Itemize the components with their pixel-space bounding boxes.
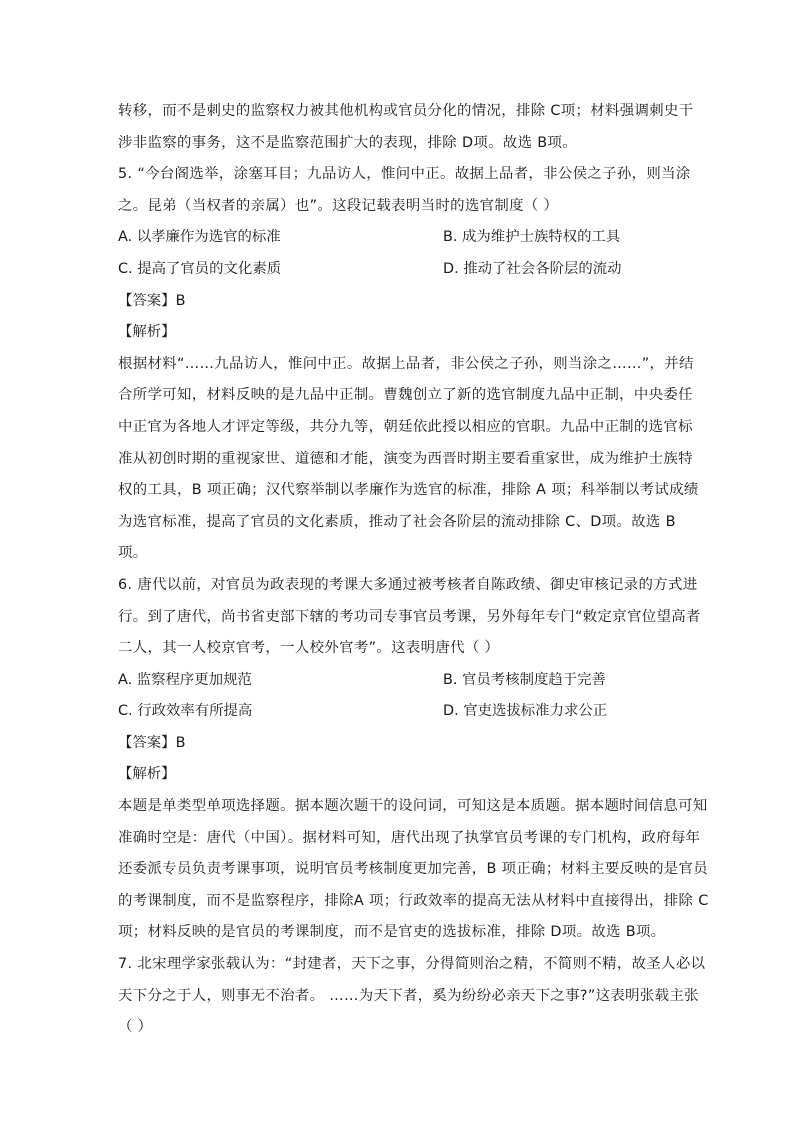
option-d: D. 推动了社会各阶层的流动 xyxy=(443,260,622,277)
text-line: 转移，而不是刺史的监察权力被其他机构或官员分化的情况，排除 C项；材料强调刺史干 xyxy=(118,103,694,119)
question-7-stem: 天下分之于人，则事无不治者。 ……为天下者，奚为纷纷必亲天下之事?”这表明张载主张 xyxy=(118,987,699,1004)
option-b: B. 成为维护士族特权的工具 xyxy=(443,229,621,246)
analysis-line: 根据材料“……九品访人，惟问中正。故据上品者，非公侯之子孙，则当涂之……”，并结 xyxy=(118,355,694,372)
option-a: A. 以孝廉作为选官的标准 xyxy=(118,229,281,246)
analysis-line: 准确时空是：唐代（中国）。据材料可知，唐代出现了执掌官员考课的专门机构，政府每年 xyxy=(118,829,701,846)
analysis-heading: 【解析】 xyxy=(118,324,176,341)
analysis-line: 项；材料反映的是官员的考课制度，而不是官吏的选拔标准，排除 D项。故选 B项。 xyxy=(118,924,666,941)
question-5-stem: 之。昆弟（当权者的亲属）也”。这段记载表明当时的选官制度（ ） xyxy=(118,197,559,214)
analysis-line: 本题是单类型单项选择题。据本题次题干的设问词，可知这是本质题。据本题时间信息可知 xyxy=(118,798,708,815)
analysis-line: 准从初创时期的重视家世、道德和才能，演变为西晋时期主要看重家世，成为维护士族特 xyxy=(118,450,693,467)
analysis-line: 为选官标准，提高了官员的文化素质，推动了社会各阶层的流动排除 C、D项。故选 B xyxy=(118,513,676,530)
question-5-options-row xyxy=(118,222,678,254)
document-page xyxy=(118,96,709,1044)
question-5-stem: 5. “今台阁选举，涂塞耳目；九品访人，惟问中正。故据上品者，非公侯之子孙，则当涂 xyxy=(118,166,691,183)
question-6-options-row xyxy=(118,696,678,728)
option-a: A. 监察程序更加规范 xyxy=(118,671,252,688)
option-b: B. 官员考核制度趋于完善 xyxy=(443,671,606,688)
question-7-stem: （ ） xyxy=(118,1019,153,1036)
answer-heading: 【答案】B xyxy=(118,292,186,309)
analysis-line: 还委派专员负责考课事项，说明官员考核制度更加完善，B 项正确；材料主要反映的是官员 xyxy=(118,861,709,878)
question-6-stem: 行。到了唐代，尚书省吏部下辖的考功司专事官员考课，另外每年专门“敕定京官位望高者 xyxy=(118,608,701,625)
question-5-options-row xyxy=(118,254,678,286)
question-6-options-row xyxy=(118,665,678,697)
option-c: C. 行政效率有所提高 xyxy=(118,703,253,720)
analysis-line: 中正官为各地人才评定等级，共分九等，朝廷依此授以相应的官职。九品中正制的选官标 xyxy=(118,418,693,435)
analysis-line: 合所学可知，材料反映的是九品中正制。曹魏创立了新的选官制度九品中正制，中央委任 xyxy=(118,387,693,404)
question-7-stem: 7. 北宋理学家张载认为：“封建者，天下之事，分得简则治之精，不简则不精，故圣人必以 xyxy=(118,956,706,973)
option-c: C. 提高了官员的文化素质 xyxy=(118,260,282,277)
question-6-stem: 二人，其一人校京官考，一人校外官考”。这表明唐代（ ） xyxy=(118,640,500,657)
analysis-line: 项。 xyxy=(118,545,148,562)
analysis-line: 的考课制度，而不是监察程序，排除A 项；行政效率的提高无法从材料中直接得出，排除 C xyxy=(118,892,709,909)
analysis-line: 权的工具，B 项正确；汉代察举制以孝廉作为选官的标准，排除 A 项；科举制以考试成绩 xyxy=(118,482,699,499)
text-line: 涉非监察的事务，这不是监察范围扩大的表现，排除 D项。故选 B项。 xyxy=(118,134,577,151)
option-d: D. 官吏选拔标准力求公正 xyxy=(443,703,608,720)
answer-heading: 【答案】B xyxy=(118,734,186,751)
question-6-stem: 6. 唐代以前，对官员为政表现的考课大多通过被考核者自陈政绩、御史审核记录的方式进 xyxy=(118,576,698,593)
analysis-heading: 【解析】 xyxy=(118,766,176,783)
